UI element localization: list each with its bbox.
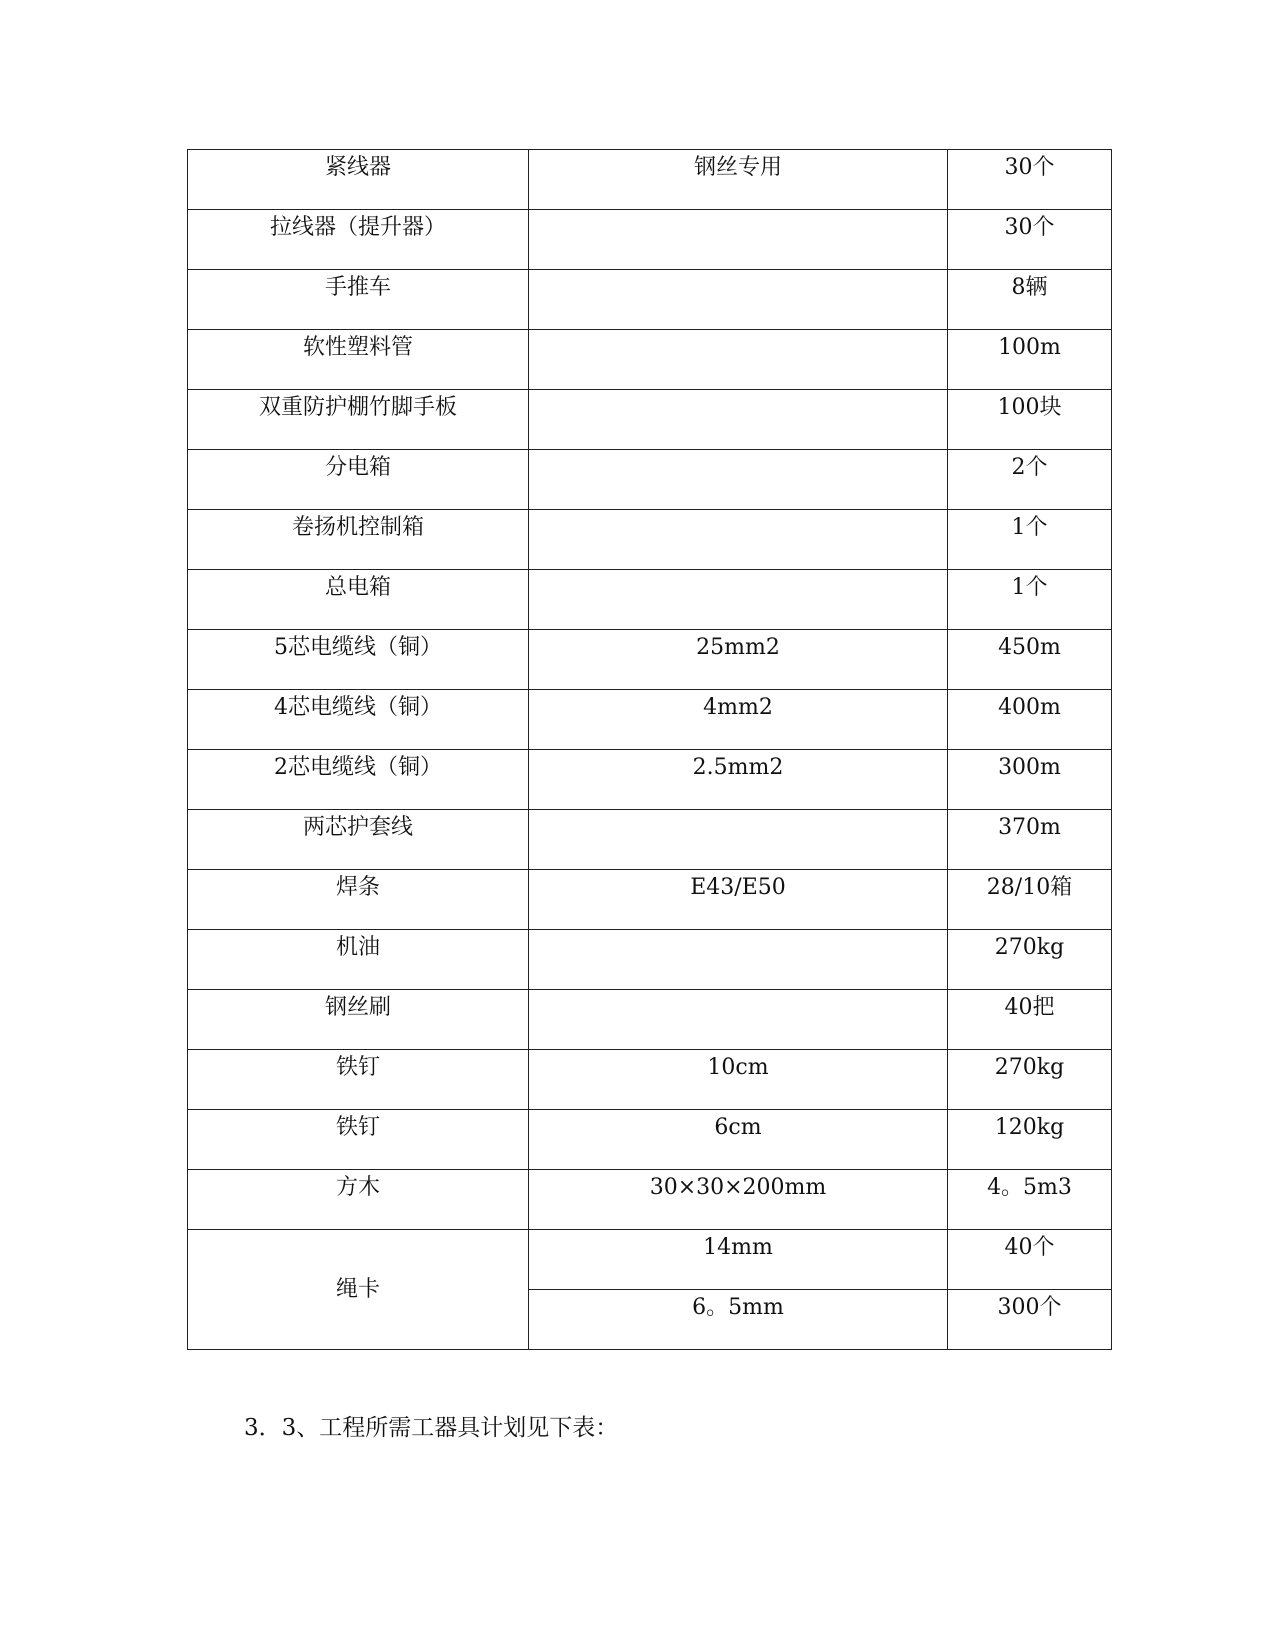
- item-qty-cell: 100m: [948, 330, 1112, 390]
- table-row: [188, 1230, 1112, 1290]
- item-qty-cell: 40个: [948, 1230, 1112, 1290]
- item-qty-cell: 8辆: [948, 270, 1112, 330]
- item-spec-cell: 6。5mm: [529, 1290, 948, 1350]
- item-spec-cell: 10cm: [529, 1050, 948, 1110]
- item-name-cell: 软性塑料管: [188, 330, 529, 390]
- item-name-cell: 4芯电缆线（铜）: [188, 690, 529, 750]
- item-spec-cell: 14mm: [529, 1230, 948, 1290]
- item-qty-cell: 2个: [948, 450, 1112, 510]
- item-qty-cell: 270kg: [948, 930, 1112, 990]
- item-qty-cell: 40把: [948, 990, 1112, 1050]
- item-spec-cell: 25mm2: [529, 630, 948, 690]
- table-row: [188, 210, 1112, 270]
- item-qty-cell: 1个: [948, 510, 1112, 570]
- item-spec-cell: [529, 270, 948, 330]
- item-qty-cell: 300m: [948, 750, 1112, 810]
- item-spec-cell: [529, 450, 948, 510]
- item-name-cell: 钢丝刷: [188, 990, 529, 1050]
- item-qty-cell: 100块: [948, 390, 1112, 450]
- item-spec-cell: 4mm2: [529, 690, 948, 750]
- table-row: [188, 690, 1112, 750]
- item-qty-cell: 270kg: [948, 1050, 1112, 1110]
- item-name-cell: 卷扬机控制箱: [188, 510, 529, 570]
- item-qty-cell: 400m: [948, 690, 1112, 750]
- item-name-cell: 铁钉: [188, 1110, 529, 1170]
- item-spec-cell: [529, 810, 948, 870]
- table-row: [188, 150, 1112, 210]
- item-name-cell: 总电箱: [188, 570, 529, 630]
- item-qty-cell: 120kg: [948, 1110, 1112, 1170]
- item-name-cell: 焊条: [188, 870, 529, 930]
- materials-table: [187, 149, 1112, 1350]
- item-spec-cell: [529, 390, 948, 450]
- item-spec-cell: 30×30×200mm: [529, 1170, 948, 1230]
- item-name-cell: 方木: [188, 1170, 529, 1230]
- item-qty-cell: 30个: [948, 210, 1112, 270]
- item-name-cell: 5芯电缆线（铜）: [188, 630, 529, 690]
- item-qty-cell: 1个: [948, 570, 1112, 630]
- item-spec-cell: 6cm: [529, 1110, 948, 1170]
- item-qty-cell: 30个: [948, 150, 1112, 210]
- item-qty-cell: 4。5m3: [948, 1170, 1112, 1230]
- item-name-cell: 铁钉: [188, 1050, 529, 1110]
- item-name-cell: 分电箱: [188, 450, 529, 510]
- item-spec-cell: 2.5mm2: [529, 750, 948, 810]
- item-spec-cell: [529, 930, 948, 990]
- table-row: [188, 990, 1112, 1050]
- table-row: [188, 750, 1112, 810]
- item-spec-cell: [529, 570, 948, 630]
- item-spec-cell: [529, 210, 948, 270]
- item-spec-cell: 钢丝专用: [529, 150, 948, 210]
- table-row: [188, 810, 1112, 870]
- item-name-cell: 绳卡: [188, 1230, 529, 1350]
- table-row: [188, 570, 1112, 630]
- section-caption: 3．3、工程所需工器具计划见下表：: [244, 1415, 619, 1441]
- table-row: [188, 870, 1112, 930]
- table-row: [188, 390, 1112, 450]
- table-row: [188, 330, 1112, 390]
- item-qty-cell: 370m: [948, 810, 1112, 870]
- table-row: [188, 270, 1112, 330]
- item-spec-cell: [529, 330, 948, 390]
- table-row: [188, 1050, 1112, 1110]
- item-name-cell: 双重防护棚竹脚手板: [188, 390, 529, 450]
- table-row: [188, 1110, 1112, 1170]
- table-row: [188, 450, 1112, 510]
- item-name-cell: 紧线器: [188, 150, 529, 210]
- table-row: [188, 510, 1112, 570]
- table-row: [188, 930, 1112, 990]
- item-qty-cell: 300个: [948, 1290, 1112, 1350]
- item-name-cell: 2芯电缆线（铜）: [188, 750, 529, 810]
- item-spec-cell: [529, 990, 948, 1050]
- item-name-cell: 机油: [188, 930, 529, 990]
- table-row: [188, 1170, 1112, 1230]
- item-name-cell: 两芯护套线: [188, 810, 529, 870]
- item-name-cell: 手推车: [188, 270, 529, 330]
- item-spec-cell: [529, 510, 948, 570]
- item-name-cell: 拉线器（提升器）: [188, 210, 529, 270]
- item-qty-cell: 28/10箱: [948, 870, 1112, 930]
- materials-table-body: [188, 150, 1112, 1350]
- item-spec-cell: E43/E50: [529, 870, 948, 930]
- item-qty-cell: 450m: [948, 630, 1112, 690]
- table-row: [188, 630, 1112, 690]
